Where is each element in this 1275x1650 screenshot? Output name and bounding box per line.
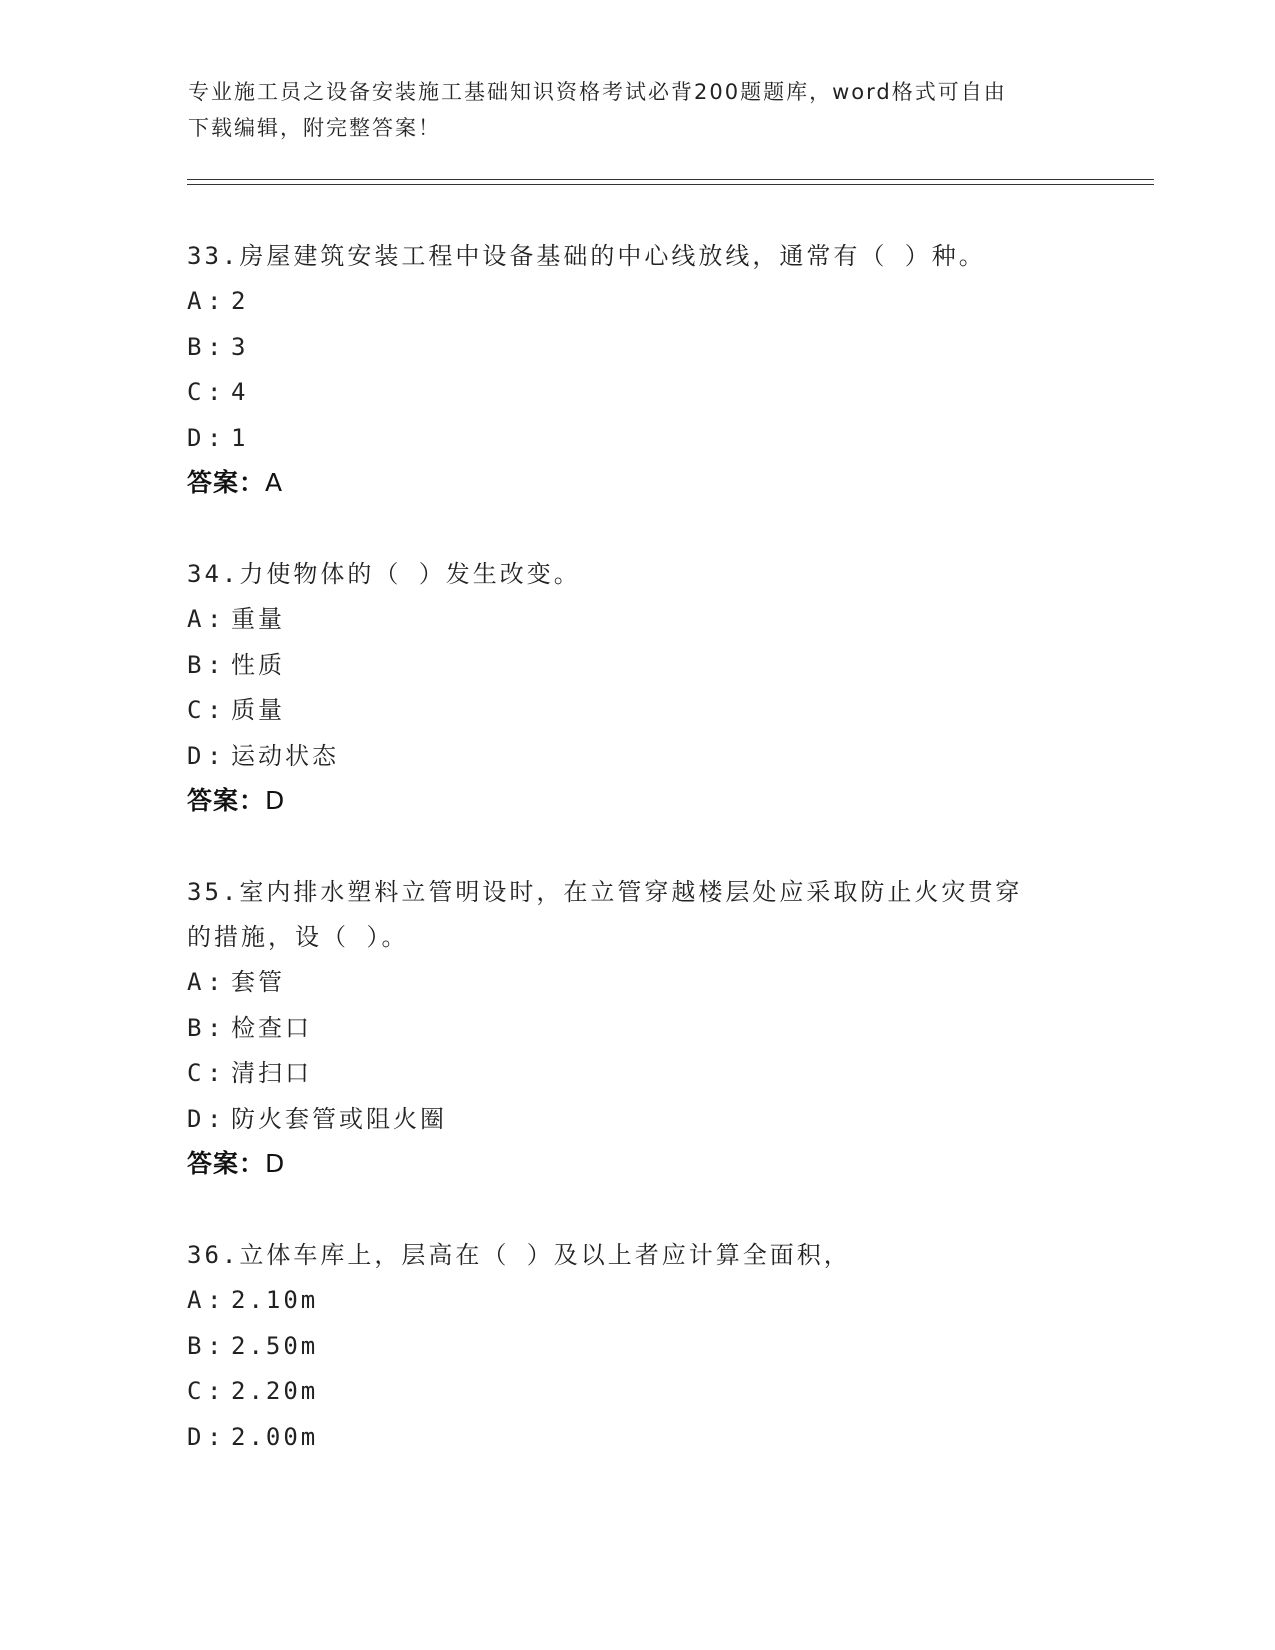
option-key: D <box>187 1104 205 1133</box>
option-separator: : <box>207 378 225 406</box>
question-35 <box>187 870 1087 1186</box>
option-separator: : <box>207 1059 225 1087</box>
question-stem: 34.力使物体的（ ）发生改变。 <box>187 560 581 588</box>
option-separator: : <box>207 741 225 770</box>
question-stem: 36.立体车库上，层高在（ ）及以上者应计算全面积， <box>187 1241 851 1269</box>
option-separator: : <box>207 1377 225 1405</box>
option-d <box>187 734 1087 780</box>
question-stem: 33.房屋建筑安装工程中设备基础的中心线放线，通常有（ ）种。 <box>187 242 986 270</box>
option-text: 重量 <box>231 605 285 633</box>
option-b <box>187 1324 1087 1370</box>
option-separator: : <box>207 968 225 996</box>
option-separator: : <box>207 1422 225 1451</box>
option-key: B <box>187 1331 205 1360</box>
option-b <box>187 1006 1087 1052</box>
question-stem-line-2: 的措施，设（ ）。 <box>187 923 409 951</box>
option-text: 性质 <box>231 650 285 679</box>
option-c <box>187 688 1087 734</box>
header-line-2: 下载编辑，附完整答案！ <box>188 116 441 140</box>
option-separator: : <box>207 1331 225 1360</box>
answer-label: 答案： <box>187 1149 266 1178</box>
option-b <box>187 643 1087 689</box>
option-text: 防火套管或阻火圈 <box>231 1104 447 1133</box>
option-text: 2.00m <box>231 1422 319 1451</box>
option-key: B <box>187 332 205 361</box>
document-header <box>188 74 1088 146</box>
option-key: A <box>187 605 205 633</box>
option-text: 检查口 <box>231 1013 312 1042</box>
option-key: C <box>187 1377 205 1405</box>
option-a <box>187 279 1087 325</box>
option-a <box>187 597 1087 643</box>
option-c <box>187 1051 1087 1097</box>
answer-label: 答案： <box>187 786 266 815</box>
option-separator: : <box>207 696 225 724</box>
option-separator: : <box>207 1286 225 1314</box>
option-text: 套管 <box>231 968 285 996</box>
option-separator: : <box>207 287 225 315</box>
option-key: B <box>187 650 205 679</box>
question-36 <box>187 1233 1087 1460</box>
option-separator: : <box>207 423 225 452</box>
answer-line <box>187 461 1087 505</box>
option-text: 2.50m <box>231 1331 319 1360</box>
option-text: 3 <box>231 332 249 361</box>
option-c <box>187 370 1087 416</box>
question-33 <box>187 234 1087 505</box>
option-text: 清扫口 <box>231 1059 312 1087</box>
option-a <box>187 1278 1087 1324</box>
header-divider-bottom <box>187 184 1154 185</box>
answer-value: D <box>265 1149 286 1178</box>
option-key: C <box>187 696 205 724</box>
option-a <box>187 960 1087 1006</box>
option-text: 2 <box>231 287 249 315</box>
option-text: 2.20m <box>231 1377 319 1405</box>
option-separator: : <box>207 332 225 361</box>
question-stem-line-1: 35.室内排水塑料立管明设时，在立管穿越楼层处应采取防止火灾贯穿 <box>187 878 1023 906</box>
option-text: 质量 <box>231 696 285 724</box>
option-separator: : <box>207 650 225 679</box>
answer-value: D <box>265 786 286 815</box>
option-text: 4 <box>231 378 249 406</box>
option-d <box>187 416 1087 462</box>
option-key: C <box>187 378 205 406</box>
option-text: 运动状态 <box>231 741 339 770</box>
option-key: B <box>187 1013 205 1042</box>
option-b <box>187 325 1087 371</box>
answer-value: A <box>265 468 284 497</box>
option-d <box>187 1097 1087 1143</box>
option-key: A <box>187 287 205 315</box>
question-34 <box>187 552 1087 823</box>
option-separator: : <box>207 1013 225 1042</box>
option-text: 2.10m <box>231 1286 319 1314</box>
option-text: 1 <box>231 423 249 452</box>
header-line-1: 专业施工员之设备安装施工基础知识资格考试必背200题题库，word格式可自由 <box>188 80 1007 104</box>
option-key: D <box>187 1422 205 1451</box>
option-key: A <box>187 1286 205 1314</box>
option-key: D <box>187 423 205 452</box>
option-separator: : <box>207 605 225 633</box>
option-c <box>187 1369 1087 1415</box>
answer-line <box>187 1142 1087 1186</box>
header-divider-top <box>187 179 1154 180</box>
option-separator: : <box>207 1104 225 1133</box>
answer-label: 答案： <box>187 468 266 497</box>
answer-line <box>187 779 1087 823</box>
option-key: A <box>187 968 205 996</box>
option-key: C <box>187 1059 205 1087</box>
option-d <box>187 1415 1087 1461</box>
option-key: D <box>187 741 205 770</box>
